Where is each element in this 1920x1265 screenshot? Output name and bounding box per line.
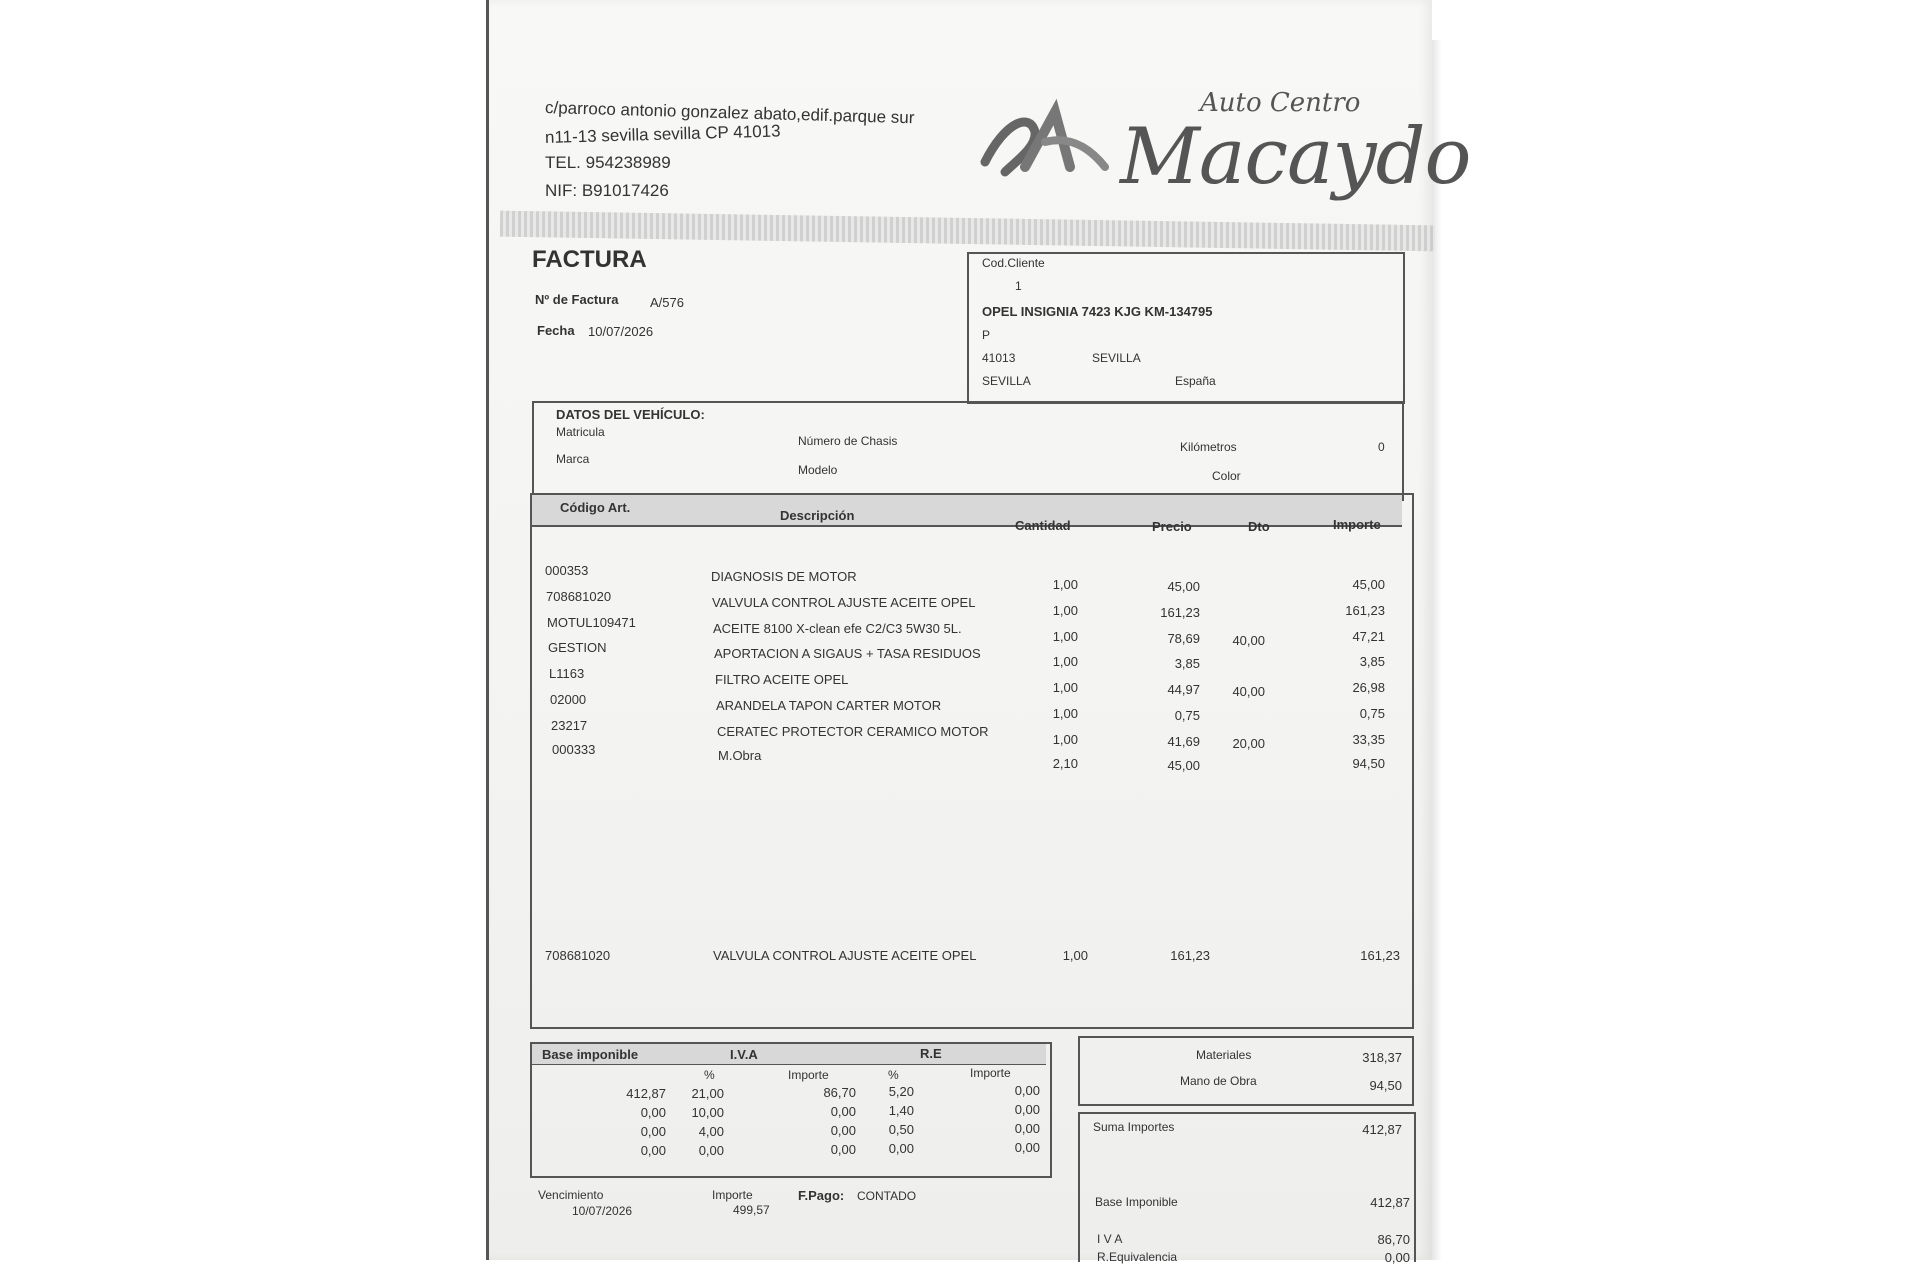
tax-re-pct: 0,50 xyxy=(888,1122,914,1137)
item-precio: 41,69 xyxy=(1167,734,1200,749)
client-city2: SEVILLA xyxy=(982,374,1031,388)
item-importe: 45,00 xyxy=(1352,577,1385,592)
item-codigo: 02000 xyxy=(550,692,587,707)
tax-re-importe: 0,00 xyxy=(1014,1140,1040,1155)
tax-col-iva-pct: % xyxy=(704,1068,715,1082)
materials-box xyxy=(1078,1036,1414,1106)
vehicle-modelo-label: Modelo xyxy=(798,463,838,477)
item-importe: 3,85 xyxy=(1359,654,1385,669)
re-value: 0,00 xyxy=(1384,1250,1410,1265)
client-name: OPEL INSIGNIA 7423 KJG KM-134795 xyxy=(982,304,1213,319)
item-descripcion: VALVULA CONTROL AJUSTE ACEITE OPEL xyxy=(712,595,976,610)
item-descripcion: M.Obra xyxy=(718,748,762,763)
company-nif: NIF: B91017426 xyxy=(545,181,669,200)
item-codigo: 000333 xyxy=(552,742,596,757)
invoice-date-label: Fecha xyxy=(537,323,575,338)
tax-re-importe: 0,00 xyxy=(1014,1083,1040,1098)
tax-base: 0,00 xyxy=(640,1143,666,1158)
tax-re-pct: 1,40 xyxy=(888,1103,914,1118)
base-label: Base Imponible xyxy=(1095,1195,1178,1209)
item-cantidad: 2,10 xyxy=(1052,756,1078,771)
item-precio: 0,75 xyxy=(1174,708,1200,723)
iva-value: 86,70 xyxy=(1377,1232,1410,1247)
materiales-label: Materiales xyxy=(1196,1048,1252,1062)
tax-re-importe: 0,00 xyxy=(1014,1102,1040,1117)
tax-re-pct: 0,00 xyxy=(888,1141,914,1156)
col-importe: Importe xyxy=(1333,517,1381,532)
item-descripcion: ARANDELA TAPON CARTER MOTOR xyxy=(716,698,942,713)
item-codigo: 23217 xyxy=(551,718,588,733)
tax-iva-importe: 86,70 xyxy=(823,1085,856,1100)
vehicle-km-label: Kilómetros xyxy=(1180,440,1237,454)
fpago-value: CONTADO xyxy=(857,1189,917,1203)
invoice-title: FACTURA xyxy=(532,246,647,273)
item-codigo: 708681020 xyxy=(546,589,612,604)
logo-mark xyxy=(975,92,1115,192)
logo-name: Macaydo xyxy=(1120,112,1471,202)
vehicle-km: 0 xyxy=(1378,440,1385,454)
tax-iva-pct: 21,00 xyxy=(691,1086,724,1101)
item-cantidad: 1,00 xyxy=(1052,706,1078,721)
iva-label: I V A xyxy=(1097,1232,1123,1246)
item-codigo: MOTUL109471 xyxy=(547,615,636,630)
vehicle-marca-label: Marca xyxy=(556,452,590,466)
item-descripcion: ACEITE 8100 X-clean efe C2/C3 5W30 5L. xyxy=(713,621,962,636)
tax-iva-pct: 10,00 xyxy=(691,1105,724,1120)
item-precio: 78,69 xyxy=(1167,631,1200,646)
col-codigo: Código Art. xyxy=(560,500,631,515)
base-value: 412,87 xyxy=(1370,1195,1410,1210)
item-importe: 0,75 xyxy=(1359,706,1385,721)
bottom-row-codigo: 708681020 xyxy=(545,948,611,963)
tax-base: 0,00 xyxy=(640,1105,666,1120)
item-importe: 161,23 xyxy=(1345,603,1385,618)
item-importe: 33,35 xyxy=(1352,732,1385,747)
vehicle-chasis-label: Número de Chasis xyxy=(798,434,898,448)
tax-base: 412,87 xyxy=(626,1086,666,1101)
col-descripcion: Descripción xyxy=(780,508,855,523)
mano-obra-label: Mano de Obra xyxy=(1180,1074,1257,1088)
suma-label: Suma Importes xyxy=(1093,1120,1175,1134)
item-cantidad: 1,00 xyxy=(1052,654,1078,669)
invoice-date: 10/07/2026 xyxy=(588,324,654,339)
bottom-row-descripcion: VALVULA CONTROL AJUSTE ACEITE OPEL xyxy=(713,948,977,963)
tax-re-importe: 0,00 xyxy=(1014,1121,1040,1136)
tax-iva-importe: 0,00 xyxy=(830,1142,856,1157)
bottom-row-importe: 161,23 xyxy=(1360,948,1400,963)
payment-importe: 499,57 xyxy=(733,1203,770,1217)
client-country: España xyxy=(1175,374,1216,388)
tax-base: 0,00 xyxy=(640,1124,666,1139)
vehicle-color-label: Color xyxy=(1212,469,1241,483)
item-importe: 94,50 xyxy=(1352,756,1385,771)
tax-col-iva: I.V.A xyxy=(730,1047,758,1062)
invoice-number: A/576 xyxy=(650,295,684,310)
item-dto: 40,00 xyxy=(1232,684,1265,699)
vencimiento-date: 10/07/2026 xyxy=(572,1204,633,1218)
col-dto: Dto xyxy=(1248,519,1270,534)
tax-re-pct: 5,20 xyxy=(888,1084,914,1099)
company-address-line2: n11-13 sevilla sevilla CP 41013 xyxy=(544,121,781,147)
tax-col-re: R.E xyxy=(920,1046,942,1061)
item-importe: 47,21 xyxy=(1352,629,1385,644)
company-phone: TEL. 954238989 xyxy=(545,153,671,172)
item-descripcion: CERATEC PROTECTOR CERAMICO MOTOR xyxy=(717,724,989,739)
mano-obra-value: 94,50 xyxy=(1369,1078,1402,1093)
tax-col-base: Base imponible xyxy=(542,1047,639,1062)
client-code: 1 xyxy=(1015,279,1022,293)
payment-importe-label: Importe xyxy=(712,1188,753,1202)
tax-iva-importe: 0,00 xyxy=(830,1123,856,1138)
item-cantidad: 1,00 xyxy=(1052,577,1078,592)
tax-col-iva-importe: Importe xyxy=(788,1068,829,1082)
item-precio: 44,97 xyxy=(1167,682,1200,697)
item-dto: 20,00 xyxy=(1232,736,1265,751)
materiales-value: 318,37 xyxy=(1362,1050,1402,1065)
tax-iva-pct: 4,00 xyxy=(698,1124,724,1139)
item-codigo: L1163 xyxy=(549,666,585,681)
tax-iva-pct: 0,00 xyxy=(698,1143,724,1158)
items-table-header xyxy=(532,495,1402,527)
paper-shadow xyxy=(1432,40,1442,1260)
item-precio: 3,85 xyxy=(1174,656,1200,671)
item-cantidad: 1,00 xyxy=(1052,603,1078,618)
suma-value: 412,87 xyxy=(1362,1122,1402,1137)
fpago-label: F.Pago: xyxy=(798,1188,845,1203)
vencimiento-label: Vencimiento xyxy=(538,1188,604,1202)
tax-iva-importe: 0,00 xyxy=(830,1104,856,1119)
bottom-row-cantidad: 1,00 xyxy=(1062,948,1088,963)
client-p: P xyxy=(982,328,991,342)
item-descripcion: DIAGNOSIS DE MOTOR xyxy=(711,569,857,584)
item-precio: 161,23 xyxy=(1160,605,1200,620)
re-label: R.Equivalencia xyxy=(1097,1250,1178,1264)
item-descripcion: FILTRO ACEITE OPEL xyxy=(715,672,849,687)
bottom-row-precio: 161,23 xyxy=(1170,948,1210,963)
item-precio: 45,00 xyxy=(1167,758,1200,773)
col-precio: Precio xyxy=(1152,519,1192,534)
item-codigo: 000353 xyxy=(545,563,589,578)
item-codigo: GESTION xyxy=(548,640,607,655)
item-precio: 45,00 xyxy=(1167,579,1200,594)
item-importe: 26,98 xyxy=(1352,680,1385,695)
company-address-line1: c/parroco antonio gonzalez abato,edif.parque sur xyxy=(544,98,915,128)
vehicle-heading: DATOS DEL VEHÍCULO: xyxy=(556,407,705,422)
item-cantidad: 1,00 xyxy=(1052,629,1078,644)
item-cantidad: 1,00 xyxy=(1052,680,1078,695)
item-descripcion: APORTACION A SIGAUS + TASA RESIDUOS xyxy=(714,646,981,661)
tax-col-re-importe: Importe xyxy=(970,1066,1011,1080)
col-cantidad: Cantidad xyxy=(1015,518,1071,533)
logo-subtitle: Auto Centro xyxy=(1200,88,1361,118)
invoice-number-label: Nº de Factura xyxy=(535,292,619,307)
vehicle-matricula-label: Matricula xyxy=(556,425,605,439)
client-code-label: Cod.Cliente xyxy=(982,256,1045,270)
item-cantidad: 1,00 xyxy=(1052,732,1078,747)
item-dto: 40,00 xyxy=(1232,633,1265,648)
client-city1: SEVILLA xyxy=(1092,351,1141,365)
tax-col-re-pct: % xyxy=(888,1068,899,1082)
client-postcode: 41013 xyxy=(982,351,1016,365)
